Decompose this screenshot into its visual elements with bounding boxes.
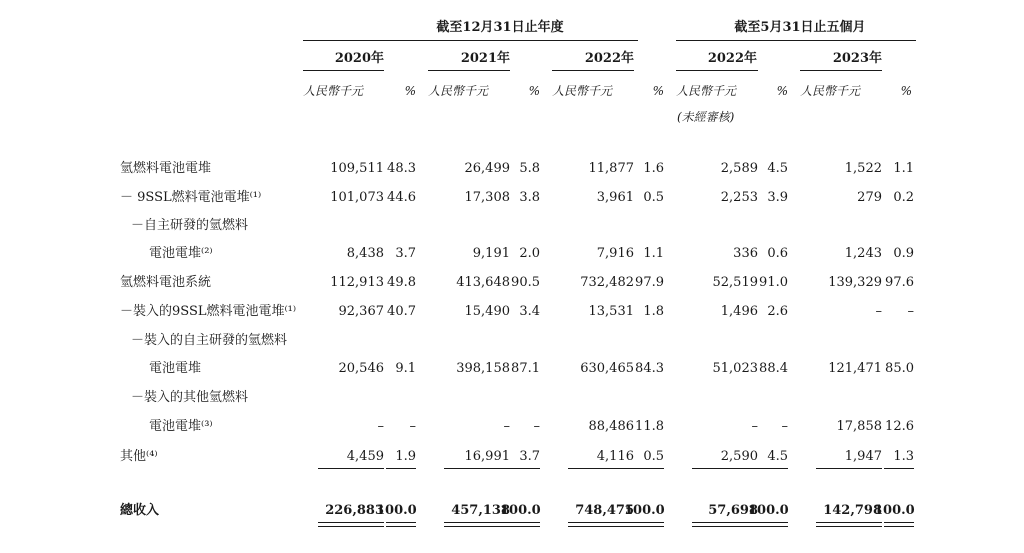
row-label: －裝入的其他氫燃料 — [131, 390, 249, 405]
table-cell: 1.8 — [643, 304, 664, 319]
table-cell: 12.6 — [885, 419, 914, 434]
subtotal-rule — [444, 468, 510, 469]
table-cell: 4,116 — [596, 449, 634, 464]
table-cell: 51,023 — [712, 361, 758, 376]
table-cell: 0.9 — [893, 246, 914, 261]
table-cell: – — [409, 419, 416, 434]
table-cell: 1,522 — [844, 161, 882, 176]
table-cell: 101,073 — [330, 190, 384, 205]
table-cell: 3.4 — [519, 304, 540, 319]
table-cell: 0.5 — [643, 449, 664, 464]
table-cell: 112,913 — [330, 275, 384, 290]
table-cell: 413,648 — [456, 275, 510, 290]
table-cell: 1,947 — [844, 449, 882, 464]
group-rule-period — [676, 40, 916, 41]
table-cell: 3.8 — [519, 190, 540, 205]
table-cell: 5.8 — [519, 161, 540, 176]
unaudited-note: (未經審核) — [677, 110, 735, 124]
year-col-4: 2022年 — [707, 51, 757, 66]
total-double-rule — [692, 522, 758, 527]
table-cell: 3,961 — [596, 190, 634, 205]
table-cell: 85.0 — [885, 361, 914, 376]
total-double-rule — [816, 522, 882, 527]
table-cell: 52,519 — [712, 275, 758, 290]
table-cell: 4.5 — [767, 449, 788, 464]
year-rule-3 — [552, 70, 634, 71]
table-cell: 8,438 — [346, 246, 384, 261]
year-rule-2 — [428, 70, 510, 71]
total-double-rule — [510, 522, 540, 527]
unit-rmb-5: 人民幣千元 — [800, 84, 861, 98]
table-cell: 13,531 — [588, 304, 634, 319]
total-label: 總收入 — [120, 503, 160, 518]
unit-rmb-3: 人民幣千元 — [552, 84, 613, 98]
table-cell: 9,191 — [472, 246, 510, 261]
total-double-rule — [568, 522, 634, 527]
table-cell: 732,482 — [580, 275, 634, 290]
group-rule-year — [303, 40, 638, 41]
year-col-3: 2022年 — [584, 51, 634, 66]
total-cell: 100.0 — [624, 503, 665, 518]
table-cell: 1,243 — [844, 246, 882, 261]
subtotal-rule — [816, 468, 882, 469]
year-rule-1 — [303, 70, 384, 71]
table-cell: 2,253 — [720, 190, 758, 205]
table-cell: 1.9 — [395, 449, 416, 464]
table-cell: 0.2 — [893, 190, 914, 205]
row-label: －自主研發的氫燃料 — [131, 218, 249, 233]
total-cell: 748,475 — [575, 503, 634, 518]
table-cell: – — [377, 419, 384, 434]
table-cell: – — [751, 419, 758, 434]
table-cell: 336 — [733, 246, 758, 261]
table-cell: 2,589 — [720, 161, 758, 176]
table-cell: 88.4 — [759, 361, 788, 376]
unit-pct-2: % — [528, 84, 540, 98]
table-cell: 4,459 — [346, 449, 384, 464]
table-cell: 11,877 — [588, 161, 634, 176]
total-cell: 57,698 — [708, 503, 758, 518]
table-cell: 97.9 — [635, 275, 664, 290]
table-cell: 49.8 — [387, 275, 416, 290]
table-cell: – — [875, 304, 882, 319]
table-cell: 17,308 — [464, 190, 510, 205]
table-cell: 279 — [857, 190, 882, 205]
table-cell: 7,916 — [596, 246, 634, 261]
table-cell: 2.0 — [519, 246, 540, 261]
subtotal-rule — [634, 468, 664, 469]
table-cell: 2,590 — [720, 449, 758, 464]
unit-rmb-2: 人民幣千元 — [428, 84, 489, 98]
table-cell: 4.5 — [767, 161, 788, 176]
total-cell: 142,798 — [823, 503, 882, 518]
total-double-rule — [318, 522, 384, 527]
table-cell: 48.3 — [387, 161, 416, 176]
table-cell: 109,511 — [330, 161, 384, 176]
subtotal-rule — [692, 468, 758, 469]
table-cell: 16,991 — [464, 449, 510, 464]
subtotal-rule — [758, 468, 788, 469]
table-cell: 9.1 — [395, 361, 416, 376]
year-rule-5 — [800, 70, 882, 71]
year-col-2: 2021年 — [460, 51, 510, 66]
table-cell: 20,546 — [338, 361, 384, 376]
year-col-1: 2020年 — [334, 51, 384, 66]
unit-rmb-1: 人民幣千元 — [303, 84, 364, 98]
table-cell: 40.7 — [387, 304, 416, 319]
total-cell: 100.0 — [748, 503, 789, 518]
year-rule-4 — [676, 70, 758, 71]
subtotal-rule — [568, 468, 634, 469]
total-double-rule — [386, 522, 416, 527]
unit-pct-3: % — [652, 84, 664, 98]
table-cell: 15,490 — [464, 304, 510, 319]
total-double-rule — [634, 522, 664, 527]
total-cell: 100.0 — [874, 503, 915, 518]
table-cell: 1.3 — [893, 449, 914, 464]
row-label: 電池電堆⁽²⁾ — [149, 246, 213, 261]
table-cell: 91.0 — [759, 275, 788, 290]
row-label: 電池電堆 — [149, 361, 202, 376]
group-header-year: 截至12月31日止年度 — [436, 20, 564, 35]
group-header-period: 截至5月31日止五個月 — [734, 20, 866, 35]
table-cell: 630,465 — [580, 361, 634, 376]
table-cell: 3.7 — [519, 449, 540, 464]
subtotal-rule — [510, 468, 540, 469]
total-cell: 226,883 — [325, 503, 384, 518]
row-label: 其他⁽⁴⁾ — [120, 449, 158, 464]
table-cell: 1,496 — [720, 304, 758, 319]
table-cell: 97.6 — [885, 275, 914, 290]
table-cell: 0.6 — [767, 246, 788, 261]
table-cell: – — [781, 419, 788, 434]
subtotal-rule — [386, 468, 416, 469]
table-cell: 44.6 — [387, 190, 416, 205]
total-cell: 100.0 — [500, 503, 541, 518]
table-cell: 90.5 — [511, 275, 540, 290]
total-double-rule — [444, 522, 510, 527]
table-cell: – — [503, 419, 510, 434]
table-cell: 11.8 — [635, 419, 664, 434]
table-cell: 84.3 — [635, 361, 664, 376]
total-cell: 100.0 — [376, 503, 417, 518]
unit-pct-5: % — [900, 84, 912, 98]
table-cell: 92,367 — [338, 304, 384, 319]
row-label: 氫燃料電池電堆 — [120, 161, 212, 176]
unit-pct-1: % — [404, 84, 416, 98]
row-label: － 9SSL燃料電池電堆⁽¹⁾ — [120, 190, 262, 205]
table-cell: 139,329 — [828, 275, 882, 290]
table-cell: 87.1 — [511, 361, 540, 376]
table-cell: 2.6 — [767, 304, 788, 319]
table-cell: 3.7 — [395, 246, 416, 261]
table-cell: 26,499 — [464, 161, 510, 176]
table-cell: 88,486 — [588, 419, 634, 434]
table-cell: 0.5 — [643, 190, 664, 205]
total-cell: 457,138 — [451, 503, 510, 518]
unit-pct-4: % — [776, 84, 788, 98]
total-double-rule — [884, 522, 914, 527]
table-cell: – — [533, 419, 540, 434]
table-cell: 1.6 — [643, 161, 664, 176]
row-label: 電池電堆⁽³⁾ — [149, 419, 213, 434]
row-label: －裝入的9SSL燃料電池電堆⁽¹⁾ — [120, 304, 297, 319]
year-col-5: 2023年 — [832, 51, 882, 66]
row-label: －裝入的自主研發的氫燃料 — [131, 333, 288, 348]
table-cell: 17,858 — [836, 419, 882, 434]
total-double-rule — [758, 522, 788, 527]
table-cell: 121,471 — [828, 361, 882, 376]
table-cell: 1.1 — [643, 246, 664, 261]
table-cell: 1.1 — [893, 161, 914, 176]
table-cell: 398,158 — [456, 361, 510, 376]
row-label: 氫燃料電池系統 — [120, 275, 212, 290]
table-cell: – — [907, 304, 914, 319]
subtotal-rule — [884, 468, 914, 469]
table-cell: 3.9 — [767, 190, 788, 205]
unit-rmb-4: 人民幣千元 — [676, 84, 737, 98]
subtotal-rule — [318, 468, 384, 469]
